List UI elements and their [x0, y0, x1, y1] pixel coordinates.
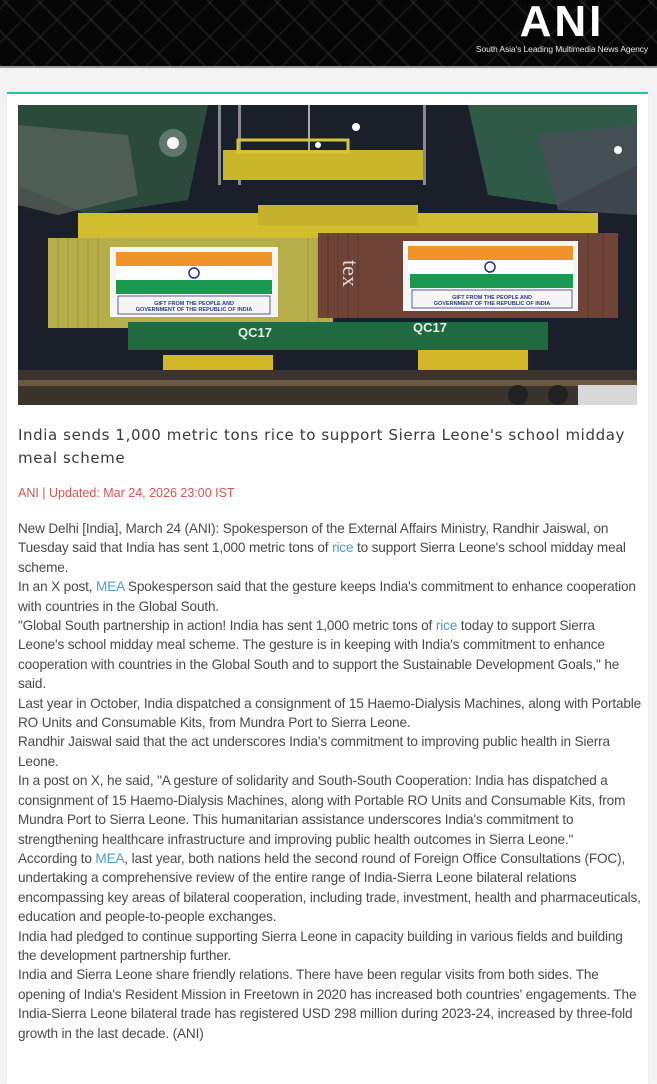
ani-logo[interactable]	[467, 0, 657, 66]
svg-text:QC17: QC17	[413, 320, 447, 335]
paragraph-2	[18, 577, 642, 616]
svg-text:GOVERNMENT OF THE REPUBLIC OF: GOVERNMENT OF THE REPUBLIC OF INDIA	[433, 301, 551, 307]
paragraph-text: to support Sierra Leone's school midday meal scheme.	[18, 540, 626, 575]
paragraph-text: today to support Sierra Leone's school midday meal scheme. The gesture is in keeping with India's commitment to enhance cooperation with countries in the Global South and to support the Sustainable Development Goals," he said.	[18, 618, 620, 692]
article-card	[7, 92, 648, 1084]
logo-wordmark: ANI	[519, 0, 605, 46]
paragraph-text: , last year, both nations held the second round of Foreign Office Consultations (FOC), undertaking a comprehensive review of the entire range of India-Sierra Leone bilateral relations encompassing key areas of bilateral cooperation, including trade, investment, health and pharmaceuticals, education and people-to-people exchanges.	[18, 850, 641, 925]
article-title: India sends 1,000 metric tons rice to support Sierra Leone's school midday meal scheme	[18, 426, 625, 467]
rice-link[interactable]: rice	[332, 540, 354, 556]
paragraph-6: In a post on X, he said, "A gesture of solidarity and South-South Cooperation: India has dispatched a consignment of 15 Haemo-Dialysis Machines, along with Portable RO Units and Consumable Kits, from Mundra Port to Sierra Leone. This humanitarian assistance underscores India's commitment to strengthening healthcare infrastructure and improving public health outcomes in Sierra Leone."	[18, 773, 626, 847]
rice-link[interactable]: rice	[435, 618, 458, 634]
svg-text:tex: tex	[338, 260, 363, 287]
paragraph-3	[18, 616, 642, 694]
svg-text:GOVERNMENT OF THE REPUBLIC OF: GOVERNMENT OF THE REPUBLIC OF INDIA	[135, 307, 253, 313]
article-body	[18, 519, 642, 1043]
paragraph-8: India had pledged to continue supporting Sierra Leone in capacity building in various fields and building the development partnership further.	[18, 928, 623, 963]
mea-link[interactable]: MEA	[96, 579, 125, 595]
mea-link[interactable]: MEA	[95, 850, 125, 866]
paragraph-1	[18, 519, 642, 577]
paragraph-text: New Delhi [India], March 24 (ANI): Spokesperson of the External Affairs Ministry, Randhir Jaiswal, on Tuesday said that India has sent 1,000 metric tons of	[18, 521, 609, 556]
paragraph-text: Spokesperson said that the gesture keeps India's commitment to enhance cooperation with countries in the Global South.	[18, 579, 636, 614]
article-meta: ANI | Updated: Mar 24, 2026 23:00 IST	[18, 486, 235, 500]
paragraph-9: India and Sierra Leone share friendly relations. There have been regular visits from both sides. The opening of India's Resident Mission in Freetown in 2020 has increased both countries' engagements. The India-Sierra Leone bilateral trade has registered USD 298 million during 2023-24, increased by three-fold growth in the last decade. (ANI)	[18, 967, 637, 1041]
paragraph-5: Randhir Jaiswal said that the act underscores India's commitment to improving public health in Sierra Leone.	[18, 734, 610, 769]
article-image	[18, 105, 637, 405]
logo-tagline: South Asia's Leading Multimedia News Agency	[475, 44, 649, 54]
paragraph-text: "Global South partnership in action! India has sent 1,000 metric tons of	[18, 618, 436, 634]
paragraph-7	[18, 849, 642, 927]
svg-text:GIFT FROM THE PEOPLE AND: GIFT FROM THE PEOPLE AND	[154, 301, 234, 307]
paragraph-text: In an X post,	[18, 579, 97, 595]
site-header	[0, 0, 657, 68]
svg-text:GIFT FROM THE PEOPLE AND: GIFT FROM THE PEOPLE AND	[452, 295, 532, 301]
paragraph-text: According to	[18, 850, 96, 866]
svg-text:QC17: QC17	[238, 325, 272, 340]
paragraph-4: Last year in October, India dispatched a consignment of 15 Haemo-Dialysis Machines, along with Portable RO Units and Consumable Kits, from Mundra Port to Sierra Leone.	[18, 695, 642, 731]
